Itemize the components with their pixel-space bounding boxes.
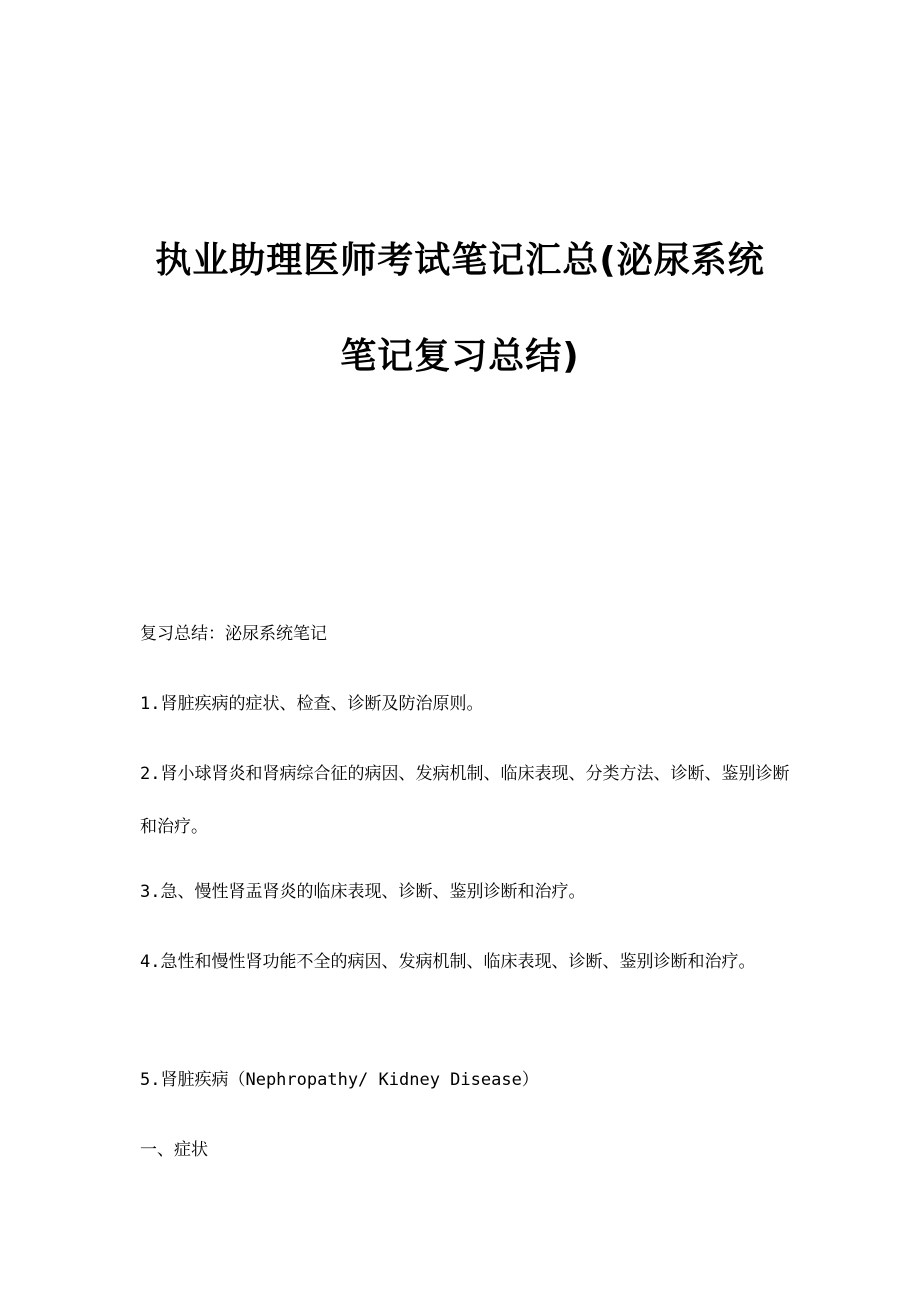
paragraph-item-4: 4.急性和慢性肾功能不全的病因、发病机制、临床表现、诊断、鉴别诊断和治疗。	[140, 952, 756, 972]
paragraph-item-3: 3.急、慢性肾盂肾炎的临床表现、诊断、鉴别诊断和治疗。	[140, 882, 586, 902]
paragraph-item-5: 5.肾脏疾病（Nephropathy/ Kidney Disease）	[140, 1070, 539, 1090]
page-title-line-1: 执业助理医师考试笔记汇总(泌尿系统	[155, 240, 765, 281]
page-title-line-2: 笔记复习总结)	[340, 336, 580, 377]
paragraph-item-2: 2.肾小球肾炎和肾病综合征的病因、发病机制、临床表现、分类方法、诊断、鉴别诊断和治疗。	[140, 764, 790, 837]
paragraph-item-1: 1.肾脏疾病的症状、检查、诊断及防治原则。	[140, 694, 484, 714]
summary-heading: 复习总结：泌尿系统笔记	[140, 624, 327, 644]
section-heading-symptoms: 一、症状	[140, 1140, 208, 1160]
